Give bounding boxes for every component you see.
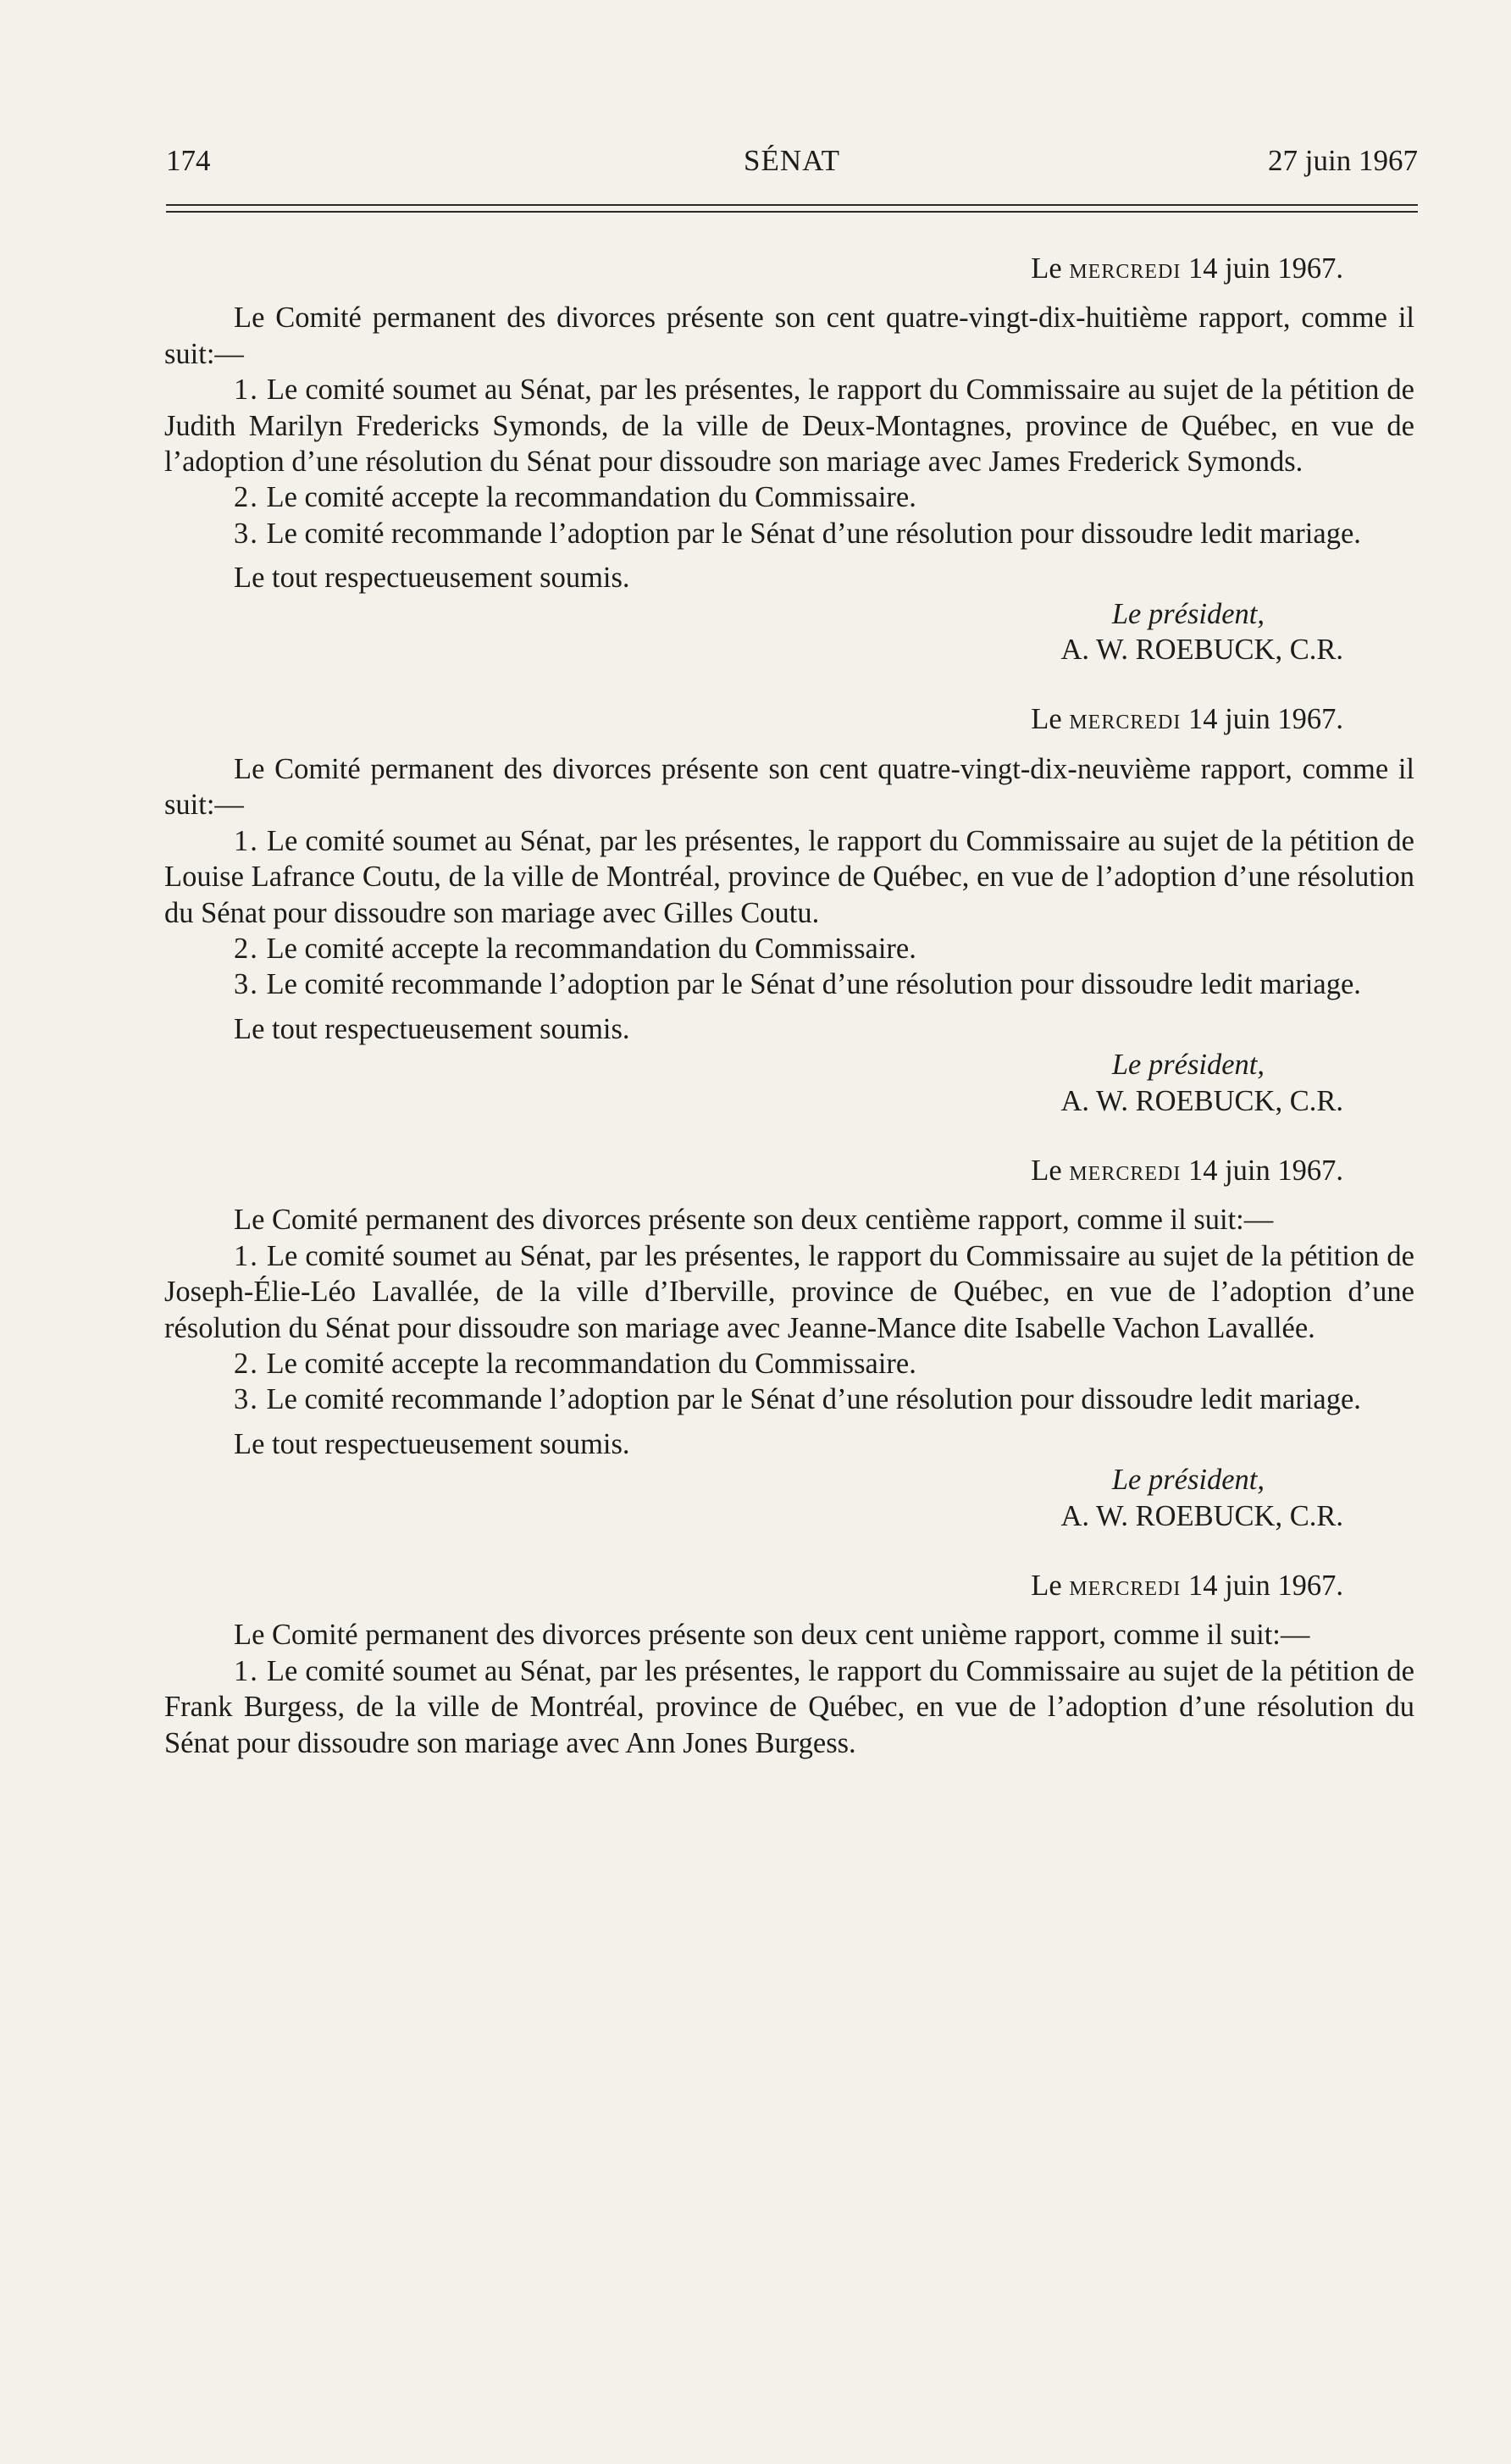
report-date: Le MERCREDI 14 juin 1967.	[1031, 1154, 1343, 1187]
journal-title: SÉNAT	[744, 144, 840, 177]
report-item: 2. Le comité accepte la recommandation du Commissaire.	[234, 932, 916, 965]
president-label: Le président,	[1111, 1049, 1265, 1082]
committee-report	[164, 701, 1414, 1118]
committee-report	[164, 1568, 1414, 1761]
header-rule-bottom	[166, 211, 1418, 213]
report-date: Le MERCREDI 14 juin 1967.	[1031, 1570, 1343, 1602]
signature: A. W. ROEBUCK, C.R.	[1060, 1084, 1343, 1117]
report-date: Le MERCREDI 14 juin 1967.	[1031, 703, 1343, 736]
report-intro: Le Comité permanent des divorces présente son cent quatre-vingt-dix-neuvième rapport, comme il suit:—	[164, 752, 1414, 822]
closing-line: Le tout respectueusement soumis.	[234, 1427, 630, 1460]
president-label: Le président,	[1111, 1464, 1265, 1497]
report-item: 1. Le comité soumet au Sénat, par les présentes, le rapport du Commissaire au sujet de la pétition de Joseph-Élie-Léo Lavallée, de la ville d’Iberville, province de Québec, en vue de l’adoption d’une résolution du Sénat pour dissoudre son mariage avec Jeanne-Mance dite Isabelle Vachon Lavallée.	[164, 1239, 1414, 1344]
report-item: 1. Le comité soumet au Sénat, par les présentes, le rapport du Commissaire au sujet de la pétition de Louise Lafrance Coutu, de la ville de Montréal, province de Québec, en vue de l’adoption d’une résolution du Sénat pour dissoudre son mariage avec Gilles Coutu.	[164, 824, 1414, 929]
report-item: 3. Le comité recommande l’adoption par le Sénat d’une résolution pour dissoudre ledit mariage.	[234, 517, 1361, 550]
closing-line: Le tout respectueusement soumis.	[234, 562, 630, 595]
committee-report	[164, 1153, 1414, 1534]
report-item: 1. Le comité soumet au Sénat, par les présentes, le rapport du Commissaire au sujet de la pétition de Judith Marilyn Fredericks Symonds, de la ville de Deux-Montagnes, province de Québec, en vue de l’adoption d’une résolution du Sénat pour dissoudre son mariage avec James Frederick Symonds.	[164, 374, 1414, 479]
report-item: 2. Le comité accepte la recommandation du Commissaire.	[234, 481, 916, 514]
report-date: Le MERCREDI 14 juin 1967.	[1031, 252, 1343, 285]
page-number: 174	[166, 144, 211, 177]
signature: A. W. ROEBUCK, C.R.	[1060, 1499, 1343, 1532]
page-body	[164, 251, 1414, 1795]
header-rule-top	[166, 204, 1418, 206]
report-intro: Le Comité permanent des divorces présente son cent quatre-vingt-dix-huitième rapport, comme il suit:—	[164, 302, 1414, 370]
closing-line: Le tout respectueusement soumis.	[234, 1012, 630, 1045]
report-item: 3. Le comité recommande l’adoption par le Sénat d’une résolution pour dissoudre ledit mariage.	[234, 1383, 1361, 1416]
report-item: 2. Le comité accepte la recommandation du Commissaire.	[234, 1347, 916, 1380]
running-header	[166, 144, 1418, 186]
header-date: 27 juin 1967	[1268, 144, 1418, 177]
report-item: 1. Le comité soumet au Sénat, par les présentes, le rapport du Commissaire au sujet de la pétition de Frank Burgess, de la ville de Montréal, province de Québec, en vue de l’adoption d’une résolution du Sénat pour dissoudre son mariage avec Ann Jones Burgess.	[164, 1654, 1414, 1759]
signature: A. W. ROEBUCK, C.R.	[1060, 634, 1343, 667]
president-label: Le président,	[1111, 597, 1265, 630]
report-intro: Le Comité permanent des divorces présente son deux centième rapport, comme il suit:—	[234, 1204, 1274, 1237]
report-item: 3. Le comité recommande l’adoption par le Sénat d’une résolution pour dissoudre ledit mariage.	[234, 968, 1361, 1001]
report-intro: Le Comité permanent des divorces présente son deux cent unième rapport, comme il suit:—	[234, 1619, 1310, 1652]
committee-report	[164, 251, 1414, 667]
